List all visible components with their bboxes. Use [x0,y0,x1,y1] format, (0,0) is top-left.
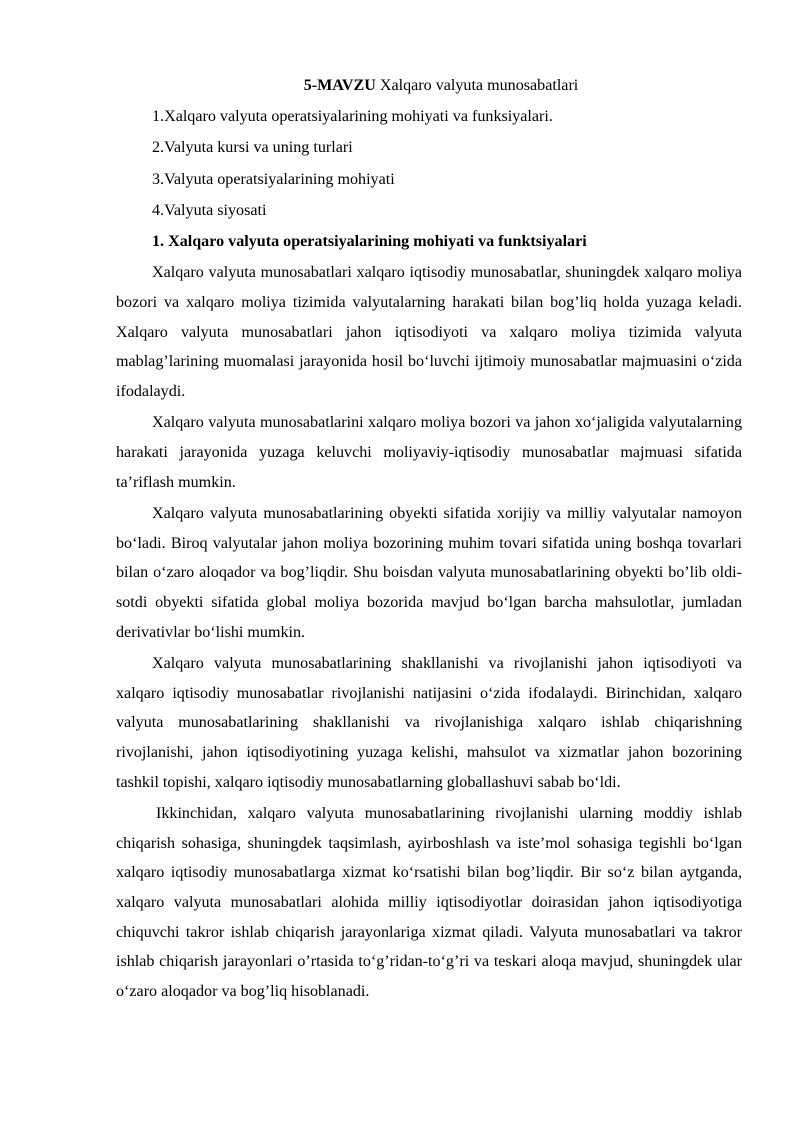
body-paragraph: Xalqaro valyuta munosabatlarining obyekti sifatida xorijiy va milliy valyutalar namoyon bo‘ladi. Biroq valyutalar jahon moliya bozorining muhim tovari sifatida uning boshqa tovarlari bilan o‘zaro aloqador va bog’liqdir. Shu boisdan valyuta munosabatlarining obyekti bo’lib oldi-sotdi obyekti sifatida global moliya bozorida mavjud bo‘lgan barcha mahsulotlar, jumladan derivativlar bo‘lishi mumkin. [116,504,742,641]
plan-item: 3.Valyuta operatsiyalarining mohiyati [152,170,395,188]
body-paragraph: Xalqaro valyuta munosabatlari xalqaro iqtisodiy munosabatlar, shuningdek xalqaro moliya bozori va xalqaro moliya tizimida valyutalarning harakati bilan bog’liq holda yuzaga keladi. Xalqaro valyuta munosabatlari jahon iqtisodiyoti va xalqaro moliya tizimida valyuta mablag’larining muomalasi jarayonida hosil bo‘luvchi ijtimoiy munosabatlar majmuasini o‘zida ifodalaydi. [116,264,742,401]
body-paragraph: Xalqaro valyuta munosabatlarining shakllanishi va rivojlanishi jahon iqtisodiyoti va xalqaro iqtisodiy munosabatlar rivojlanishi natijasini o‘zida ifodalaydi. Birinchidan, xalqaro valyuta munosabatlarining shakllanishi va rivojlanishiga xalqaro ishlab chiqarishning rivojlanishi, jahon iqtisodiyotining yuzaga kelishi, mahsulot va xizmatlar jahon bozorining tashkil topishi, xalqaro iqtisodiy munosabatlarning globallashuvi sabab bo‘ldi. [116,654,742,791]
section-heading: 1. Xalqaro valyuta operatsiyalarining mohiyati va funktsiyalari [152,233,587,251]
topic-number: 5-MAVZU [303,77,376,94]
body-paragraph: Ikkinchidan, xalqaro valyuta munosabatlarining rivojlanishi ularning moddiy ishlab chiqarish sohasiga, shuningdek taqsimlash, ayirboshlash va iste’mol sohasiga tegishli bo‘lgan xalqaro iqtisodiy munosabatlarga xizmat ko‘rsatishi bilan bog’liqdir. Bir so‘z bilan aytganda, xalqaro valyuta munosabatlari alohida milliy iqtisodiyotlar doirasidan jahon iqtisodiyotiga chiquvchi takror ishlab chiqarish jarayonlariga xizmat qiladi. Valyuta munosabatlari va takror ishlab chiqarish jarayonlari o’rtasida to‘g’ridan-to‘g’ri va teskari aloqa mavjud, shuningdek ular o‘zaro aloqador va bog’liq hisoblanadi. [116,804,742,1001]
document-title [116,71,742,101]
topic-name: Xalqaro valyuta munosabatlari [375,77,579,94]
body-paragraph: Xalqaro valyuta munosabatlarini xalqaro moliya bozori va jahon xo‘jaligida valyutalarning harakati jarayonida yuzaga keluvchi moliyaviy-iqtisodiy munosabatlar majmuasi sifatida ta’riflash mumkin. [116,414,742,491]
plan-item: 4.Valyuta siyosati [152,201,267,219]
plan-item: 1.Xalqaro valyuta operatsiyalarining mohiyati va funksiyalari. [152,108,553,126]
document-page [116,71,742,1008]
plan-item: 2.Valyuta kursi va uning turlari [152,139,353,157]
